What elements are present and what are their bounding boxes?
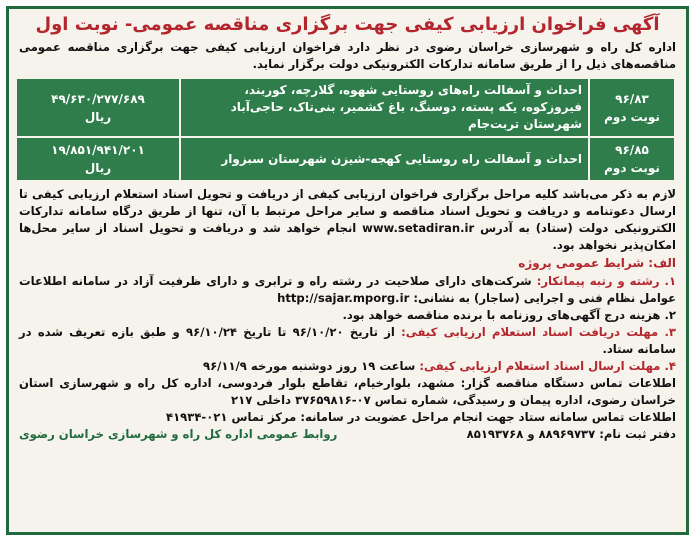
condition-label: ۴. مهلت ارسال اسناد استعلام ارزیابی کیفی:	[419, 359, 676, 373]
tender-number: ۹۶/۸۵	[615, 143, 649, 157]
notice-text: لازم به ذکر می‌باشد کلیه مراحل برگزاری فراخوان ارزیابی کیفی از دریافت و تحویل اسناد استعلام ارزیابی کیفی تا ارسال دعوتنامه و دریافت و تحویل اسناد مناقصه و سایر مراحل مرتبط با آن، تنها از طریق درگاه سامانه تدارکات الکترونیکی دولت (ستاد) به آدرس	[19, 187, 676, 235]
tender-number-cell	[589, 78, 675, 137]
tender-amount: ۱۹/۸۵۱/۹۴۱/۲۰۱	[51, 143, 145, 157]
tender-description: احداث و آسفالت راه‌های روستایی شهوه، گلارچه، کوربند، فیروزکوه، یکه پسته، دوسنگ، باغ کشمیر، بنی‌تاک، حاجی‌آباد شهرستان تربت‌جام	[180, 78, 589, 137]
condition-text: ساعت ۱۹ روز دوشنبه مورخه ۹۶/۱۱/۹	[203, 359, 416, 373]
tender-amount: ۴۹/۶۳۰/۲۷۷/۶۸۹	[51, 91, 145, 106]
setad-link[interactable]: www.setadiran.ir	[362, 221, 475, 235]
condition-text: از تاریخ ۹۶/۱۰/۲۰ تا تاریخ ۹۶/۱۰/۲۴ و طبق بازه تعریف شده در سامانه ستاد.	[19, 325, 676, 356]
tender-amount-cell	[16, 78, 180, 137]
intro-paragraph: اداره کل راه و شهرسازی خراسان رضوی در نظر دارد فراخوان ارزیابی کیفی جهت برگزاری مناقصه عمومی مناقصه‌های ذیل را از طریق سامانه تدارکات الکترونیکی دولت برگزار نماید.	[19, 40, 676, 71]
setad-contact-info: اطلاعات تماس سامانه ستاد جهت انجام مراحل عضویت در سامانه: مرکز تماس ۰۲۱-۴۱۹۳۴	[166, 410, 676, 424]
footer	[19, 426, 676, 443]
signature: روابط عمومی اداره کل راه و شهرسازی خراسان رضوی	[19, 427, 338, 441]
tender-round: نوبت دوم	[604, 161, 660, 175]
condition-label: ۱. رشته و رتبه پیمانکار:	[536, 274, 677, 288]
sajar-link[interactable]: http://sajar.mporg.ir	[277, 291, 410, 305]
notice-title: آگهی فراخوان ارزیابی کیفی جهت برگزاری مناقصه عمومی- نوبت اول	[35, 14, 660, 35]
tender-number: ۹۶/۸۳	[615, 91, 649, 106]
tenders-table	[15, 77, 676, 182]
notice-paragraph	[19, 186, 676, 254]
tender-amount-cell	[16, 137, 180, 181]
contact-info: اطلاعات تماس دستگاه مناقصه گزار: مشهد، بلوارخیام، تقاطع بلوار فردوسی، اداره کل راه و شهرسازی استان خراسان رضوی، اداره پیمان و رسیدگی، شماره تماس ۰۷-۳۷۶۵۹۸۱۶ داخلی ۲۱۷	[19, 376, 676, 407]
condition-label: ۲. هزینه درج آگهی‌های روزنامه با برنده مناقصه خواهد بود.	[342, 308, 676, 322]
condition-item	[19, 358, 676, 375]
notice-text-end: انجام خواهد شد و دریافت و تحویل اسناد از سایر محل‌ها امکان‌پذیر نخواهد بود.	[19, 221, 676, 252]
tender-round: نوبت دوم	[604, 109, 660, 124]
condition-item	[19, 273, 676, 307]
tender-notice	[6, 6, 689, 535]
condition-text: شرکت‌های دارای صلاحیت در رشته راه و ترابری و دارای ظرفیت آزاد در سامانه اطلاعات عوامل نظام فنی و اجرایی (ساجار) به نشانی:	[19, 274, 676, 305]
registry-info: دفتر ثبت نام: ۸۸۹۶۹۷۳۷ و ۸۵۱۹۳۷۶۸	[466, 427, 676, 441]
tender-description: احداث و آسفالت راه روستایی کهجه-شیزن شهرستان سبزوار	[180, 137, 589, 181]
condition-item	[19, 324, 676, 358]
tender-unit: ریال	[84, 161, 112, 175]
table-row	[16, 78, 675, 137]
conditions-heading: الف: شرایط عمومی پروژه	[518, 256, 676, 270]
table-row	[16, 137, 675, 181]
tender-number-cell	[589, 137, 675, 181]
condition-item	[19, 307, 676, 324]
tender-unit: ریال	[84, 109, 112, 124]
condition-label: ۳. مهلت دریافت اسناد استعلام ارزیابی کیفی:	[401, 325, 676, 339]
